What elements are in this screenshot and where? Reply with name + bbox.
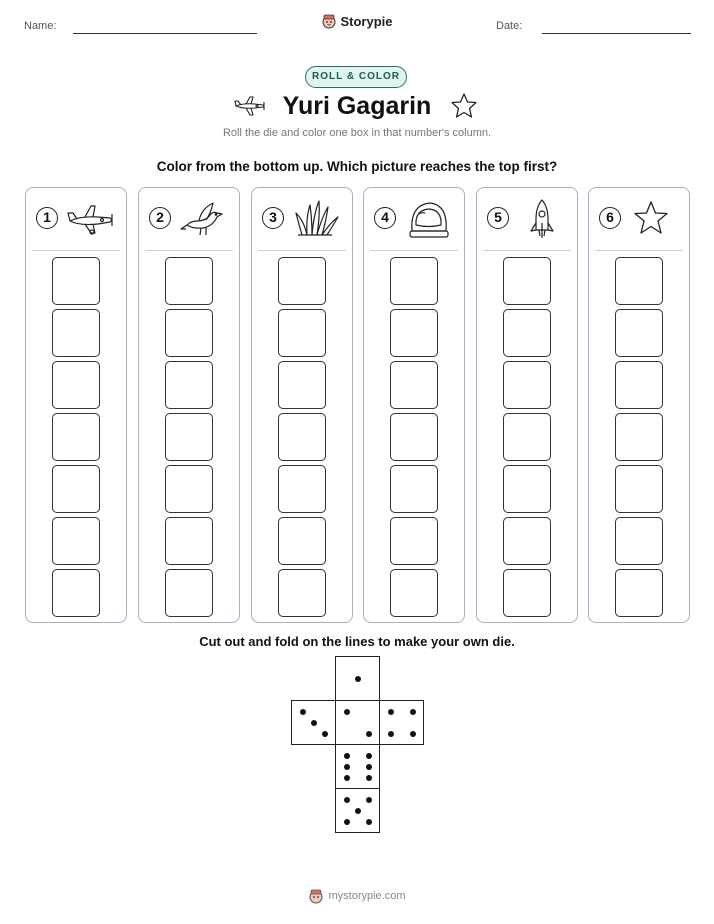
color-box[interactable] <box>278 413 326 461</box>
cutout-instruction: Cut out and fold on the lines to make your own die. <box>199 634 515 649</box>
color-box[interactable] <box>165 361 213 409</box>
color-box[interactable] <box>390 465 438 513</box>
color-box[interactable] <box>278 569 326 617</box>
color-box[interactable] <box>390 309 438 357</box>
column-header <box>589 188 689 250</box>
die-pip <box>388 731 394 737</box>
column-header <box>26 188 126 250</box>
color-box[interactable] <box>278 257 326 305</box>
color-box[interactable] <box>165 309 213 357</box>
die-face-3 <box>291 700 336 745</box>
die-pip <box>300 709 306 715</box>
column-2 <box>138 187 240 623</box>
die-pip <box>355 676 361 682</box>
column-divider <box>258 250 346 251</box>
color-box[interactable] <box>165 517 213 565</box>
color-box[interactable] <box>278 309 326 357</box>
die-pip <box>366 797 372 803</box>
rocket-icon <box>517 199 567 239</box>
column-divider <box>145 250 233 251</box>
die-face-4 <box>379 700 424 745</box>
column-number: 4 <box>374 207 396 229</box>
bird-icon <box>179 199 229 239</box>
color-box[interactable] <box>503 465 551 513</box>
die-pip <box>366 764 372 770</box>
color-box[interactable] <box>278 361 326 409</box>
date-label: Date: <box>496 20 523 32</box>
column-header <box>477 188 577 250</box>
die-pip <box>344 753 350 759</box>
activity-badge: ROLL & COLOR <box>305 66 407 88</box>
die-pip <box>388 709 394 715</box>
column-divider <box>32 250 120 251</box>
column-divider <box>483 250 571 251</box>
column-6 <box>588 187 690 623</box>
die-pip <box>322 731 328 737</box>
color-box[interactable] <box>390 517 438 565</box>
column-number: 3 <box>262 207 284 229</box>
color-box[interactable] <box>165 257 213 305</box>
column-divider <box>595 250 683 251</box>
die-pip <box>366 753 372 759</box>
name-label: Name: <box>24 20 57 32</box>
column-header <box>364 188 464 250</box>
color-box[interactable] <box>503 413 551 461</box>
page-title: Yuri Gagarin <box>282 92 432 120</box>
column-number: 2 <box>149 207 171 229</box>
color-box[interactable] <box>390 569 438 617</box>
column-1 <box>25 187 127 623</box>
die-pip <box>410 731 416 737</box>
color-box[interactable] <box>52 465 100 513</box>
column-number: 6 <box>599 207 621 229</box>
die-face-6 <box>335 744 380 789</box>
color-box[interactable] <box>165 413 213 461</box>
column-3 <box>251 187 353 623</box>
color-box[interactable] <box>278 517 326 565</box>
footer-url: mystorypie.com <box>328 890 406 902</box>
die-pip <box>344 764 350 770</box>
color-box[interactable] <box>503 361 551 409</box>
color-box[interactable] <box>615 569 663 617</box>
instruction-text: Color from the bottom up. Which picture reaches the top first? <box>156 159 558 174</box>
die-pip <box>366 731 372 737</box>
color-box[interactable] <box>278 465 326 513</box>
die-pip <box>344 797 350 803</box>
footer <box>0 888 714 909</box>
column-4 <box>363 187 465 623</box>
color-box[interactable] <box>165 569 213 617</box>
column-header <box>139 188 239 250</box>
color-box[interactable] <box>165 465 213 513</box>
die-pip <box>344 775 350 781</box>
brand <box>0 13 714 34</box>
color-box[interactable] <box>52 413 100 461</box>
die-pip <box>366 775 372 781</box>
color-box[interactable] <box>52 361 100 409</box>
die-face-5 <box>335 788 380 833</box>
color-box[interactable] <box>390 361 438 409</box>
storypie-logo-icon <box>321 13 337 29</box>
airplane-icon <box>66 199 116 239</box>
color-box[interactable] <box>503 257 551 305</box>
storypie-logo-icon <box>308 888 324 904</box>
date-line[interactable] <box>542 33 691 34</box>
column-divider <box>370 250 458 251</box>
die-pip <box>410 709 416 715</box>
star-icon <box>629 199 679 239</box>
subtitle: Roll the die and color one box in that number's column. <box>222 127 492 139</box>
color-box[interactable] <box>503 309 551 357</box>
color-box[interactable] <box>615 413 663 461</box>
grass-icon <box>292 199 342 239</box>
color-box[interactable] <box>503 569 551 617</box>
column-header <box>252 188 352 250</box>
color-box[interactable] <box>615 517 663 565</box>
color-box[interactable] <box>615 465 663 513</box>
color-box[interactable] <box>52 257 100 305</box>
column-number: 1 <box>36 207 58 229</box>
color-box[interactable] <box>52 517 100 565</box>
color-box[interactable] <box>503 517 551 565</box>
astronaut-helmet-icon <box>404 199 454 239</box>
die-face-1 <box>335 656 380 701</box>
die-pip <box>311 720 317 726</box>
column-5 <box>476 187 578 623</box>
color-box[interactable] <box>615 257 663 305</box>
column-number: 5 <box>487 207 509 229</box>
die-face-2 <box>335 700 380 745</box>
color-box[interactable] <box>615 361 663 409</box>
color-box[interactable] <box>52 569 100 617</box>
color-box[interactable] <box>390 257 438 305</box>
die-pip <box>366 819 372 825</box>
color-box[interactable] <box>52 309 100 357</box>
star-icon <box>450 92 478 120</box>
die-pip <box>355 808 361 814</box>
die-pip <box>344 709 350 715</box>
color-box[interactable] <box>390 413 438 461</box>
die-pip <box>344 819 350 825</box>
color-box[interactable] <box>615 309 663 357</box>
brand-name: Storypie <box>340 13 393 29</box>
